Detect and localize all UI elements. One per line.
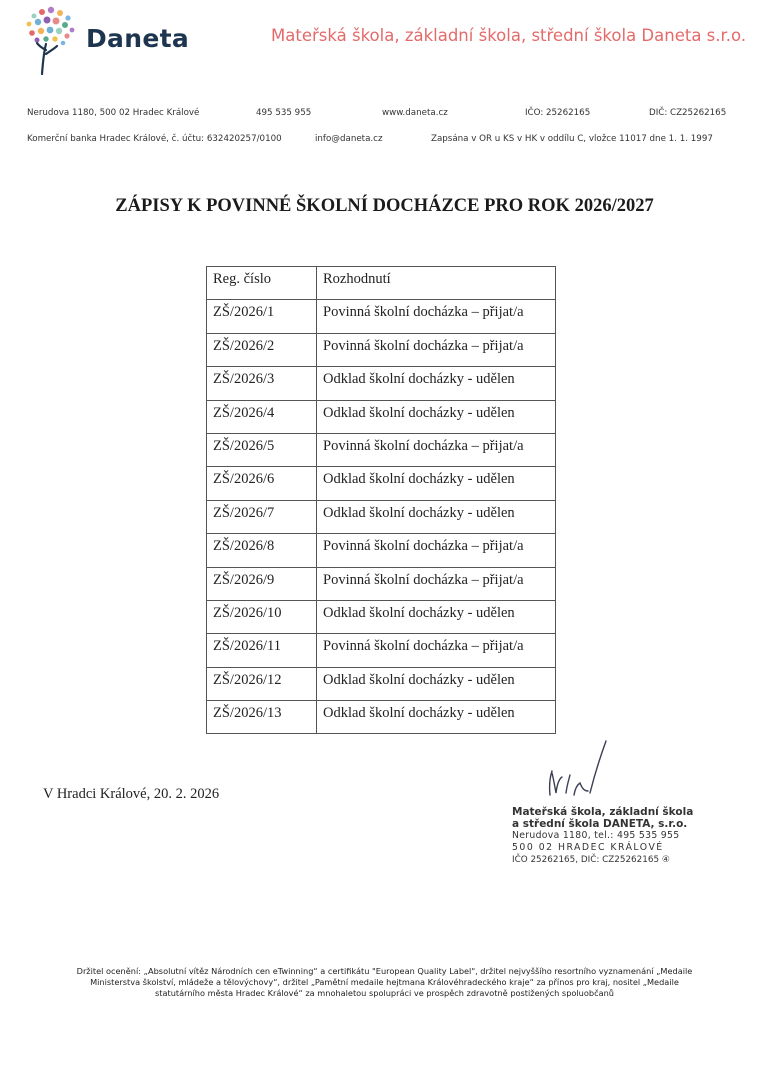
table-row [207, 667, 556, 700]
decision-cell: Povinná školní docházka – přijat/a [317, 300, 556, 333]
reg-number-cell: ZŠ/2026/7 [207, 500, 317, 533]
column-header-reg-number: Reg. číslo [207, 267, 317, 300]
phone: 495 535 955 [256, 108, 312, 118]
table-row [207, 400, 556, 433]
stamp-line: a střední škola DANETA, s.r.o. [512, 818, 688, 830]
document-title: ZÁPISY K POVINNÉ ŠKOLNÍ DOCHÁZCE PRO ROK 2026/2027 [115, 196, 654, 216]
email: info@daneta.cz [315, 134, 383, 144]
decision-cell: Odklad školní docházky - udělen [317, 467, 556, 500]
reg-number-cell: ZŠ/2026/3 [207, 367, 317, 400]
table-row [207, 433, 556, 466]
reg-number-cell: ZŠ/2026/10 [207, 600, 317, 633]
reg-number-cell: ZŠ/2026/11 [207, 634, 317, 667]
decision-cell: Odklad školní docházky - udělen [317, 500, 556, 533]
place-and-date: V Hradci Králové, 20. 2. 2026 [43, 786, 220, 802]
decision-cell: Odklad školní docházky - udělen [317, 667, 556, 700]
organization-name: Mateřská škola, základní škola, střední škola Daneta s.r.o. [271, 26, 747, 45]
stamp-line: Mateřská škola, základní škola [512, 806, 694, 818]
decision-cell: Odklad školní docházky - udělen [317, 367, 556, 400]
reg-number-cell: ZŠ/2026/5 [207, 433, 317, 466]
decision-cell: Povinná školní docházka – přijat/a [317, 333, 556, 366]
decision-cell: Povinná školní docházka – přijat/a [317, 433, 556, 466]
registration-table [206, 266, 556, 734]
footer-line: statutárního města Hradec Králové“ za mnohaletou spolupráci ve prospěch zdravotně postižených spoluobčanů [155, 988, 614, 998]
ico: IČO: 25262165 [525, 108, 591, 118]
awards-footer [40, 966, 729, 999]
table-row [207, 600, 556, 633]
tree-logo-icon [22, 6, 86, 76]
reg-number-cell: ZŠ/2026/1 [207, 300, 317, 333]
table-row [207, 367, 556, 400]
reg-number-cell: ZŠ/2026/9 [207, 567, 317, 600]
footer-line: Ministerstva školství, mládeže a tělovýchovy“, držitel „Pamětní medaile hejtmana Královéhradeckého kraje“ za přínos pro kraj, nositel „Medaile [90, 977, 679, 987]
table-row [207, 333, 556, 366]
reg-number-cell: ZŠ/2026/6 [207, 467, 317, 500]
table-row [207, 567, 556, 600]
table-row [207, 634, 556, 667]
decision-cell: Odklad školní docházky - udělen [317, 701, 556, 734]
footer-line: Držitel ocenění: „Absolutní vítěz Národních cen eTwinning“ a certifikátu "European Quality Label", držitel nejvyššího resortního vyznamenání „Medaile [76, 966, 693, 976]
column-header-decision: Rozhodnutí [317, 267, 556, 300]
table-row [207, 300, 556, 333]
dic: DIČ: CZ25262165 [649, 108, 727, 118]
registry-info: Zapsána v OR u KS v HK v oddílu C, vložce 11017 dne 1. 1. 1997 [431, 134, 713, 144]
school-stamp [512, 806, 693, 866]
table-row [207, 701, 556, 734]
reg-number-cell: ZŠ/2026/8 [207, 534, 317, 567]
signature-icon [538, 733, 628, 808]
table-row [207, 500, 556, 533]
decision-cell: Povinná školní docházka – přijat/a [317, 634, 556, 667]
address: Nerudova 1180, 500 02 Hradec Králové [27, 108, 200, 118]
logo-wordmark: Daneta [86, 24, 189, 53]
decision-cell: Povinná školní docházka – přijat/a [317, 534, 556, 567]
reg-number-cell: ZŠ/2026/12 [207, 667, 317, 700]
table-header-row [207, 267, 556, 300]
website: www.daneta.cz [382, 108, 448, 118]
reg-number-cell: ZŠ/2026/13 [207, 701, 317, 734]
stamp-line: Nerudova 1180, tel.: 495 535 955 [512, 830, 680, 841]
reg-number-cell: ZŠ/2026/4 [207, 400, 317, 433]
table-row [207, 467, 556, 500]
stamp-line: 500 02 HRADEC KRÁLOVÉ [512, 842, 664, 853]
reg-number-cell: ZŠ/2026/2 [207, 333, 317, 366]
decision-cell: Odklad školní docházky - udělen [317, 600, 556, 633]
decision-cell: Povinná školní docházka – přijat/a [317, 567, 556, 600]
table-row [207, 534, 556, 567]
decision-cell: Odklad školní docházky - udělen [317, 400, 556, 433]
bank-account: Komerční banka Hradec Králové, č. účtu: 632420257/0100 [27, 134, 282, 144]
stamp-line: IČO 25262165, DIČ: CZ25262165 ④ [512, 855, 670, 865]
